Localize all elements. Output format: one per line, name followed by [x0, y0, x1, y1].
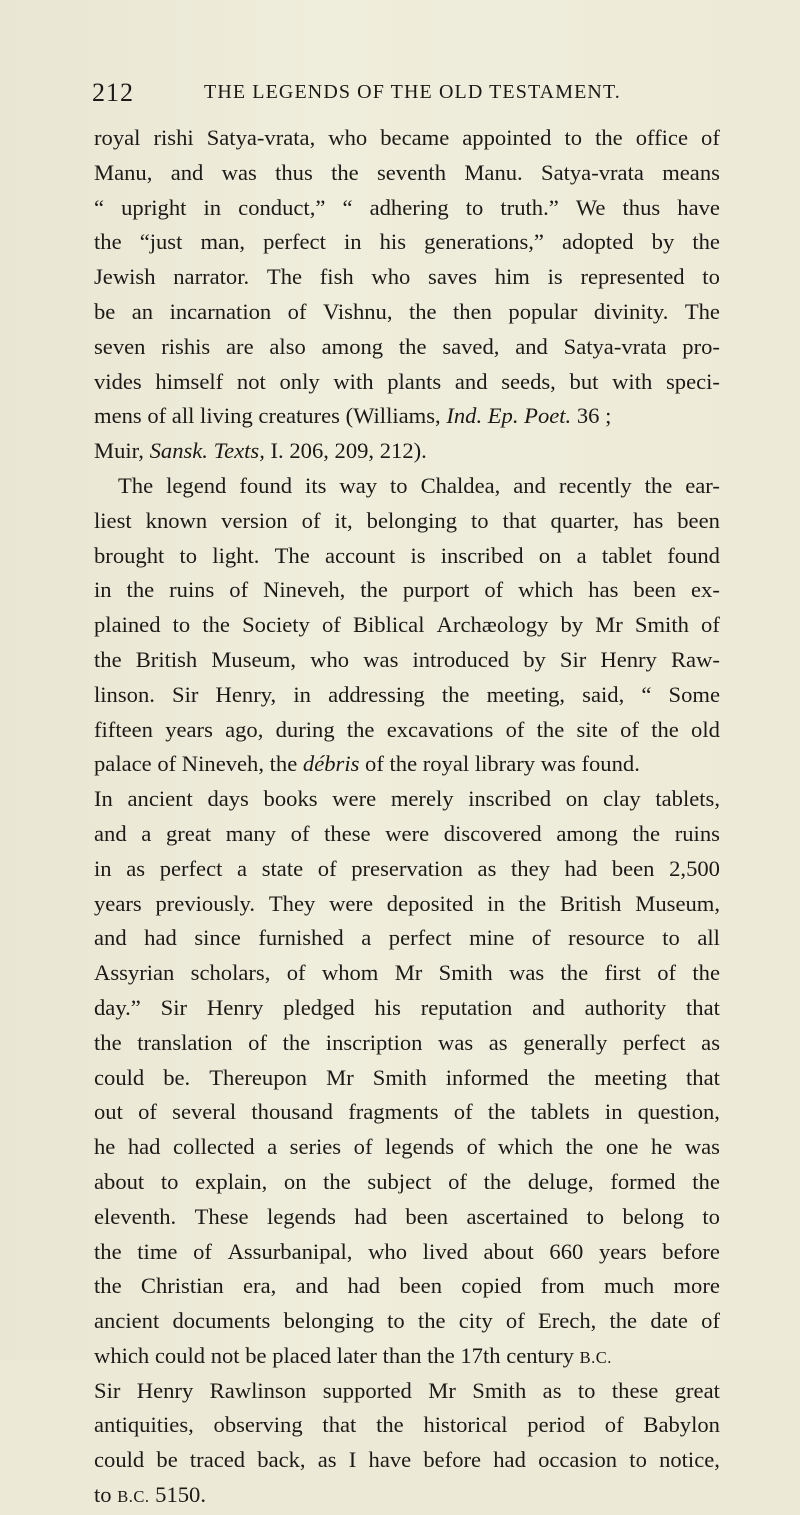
text-line: years previously. They were deposited in the British Museum, [94, 890, 720, 916]
text-line: the Christian era, and had been copied from much more [94, 1273, 720, 1299]
text-line: in the ruins of Nineveh, the purport of which has been ex- [94, 577, 720, 603]
text-line: In ancient days books were merely inscribed on clay tablets, [94, 786, 720, 812]
text-line: day.” Sir Henry pledged his reputation and authority that [94, 994, 720, 1020]
body-text [94, 121, 720, 1513]
text-line: Sir Henry Rawlinson supported Mr Smith as to these great [94, 1377, 720, 1403]
text-line: seven rishis are also among the saved, and Satya-vrata pro- [94, 333, 720, 359]
page-header [92, 78, 722, 112]
citation-italic: Ind. Ep. Poet. [446, 403, 572, 429]
text-line: Muir, Sansk. Texts, I. 206, 209, 212). [94, 438, 427, 464]
text-line: the time of Assurbanipal, who lived about 660 years before [94, 1238, 720, 1264]
text-line: ancient documents belonging to the city of Erech, the date of [94, 1308, 720, 1334]
text-line: plained to the Society of Biblical Archæology by Mr Smith of [94, 612, 720, 638]
text-line: antiquities, observing that the historical period of Babylon [94, 1412, 720, 1438]
text-line: liest known version of it, belonging to that quarter, has been [94, 507, 720, 533]
bc-abbreviation: B.C. [117, 1487, 150, 1507]
text-line: he had collected a series of legends of which the one he was [94, 1134, 720, 1160]
text-line: out of several thousand fragments of the tablets in question, [94, 1099, 720, 1125]
text-line: about to explain, on the subject of the deluge, formed the [94, 1168, 720, 1194]
text-line: could be traced back, as I have before had occasion to notice, [94, 1447, 720, 1473]
text-line: eleventh. These legends had been ascertained to belong to [94, 1203, 720, 1229]
text-line: could be. Thereupon Mr Smith informed the meeting that [94, 1064, 720, 1090]
text-line: in as perfect a state of preservation as they had been 2,500 [94, 855, 720, 881]
page-number: 212 [92, 78, 134, 107]
text-line: palace of Nineveh, the débris of the royal library was found. [94, 751, 640, 777]
text-line: fifteen years ago, during the excavations of the site of the old [94, 716, 720, 742]
text-line: “ upright in conduct,” “ adhering to truth.” We thus have [94, 194, 720, 220]
text-line: Manu, and was thus the seventh Manu. Satya-vrata means [94, 159, 720, 185]
text-line: Assyrian scholars, of whom Mr Smith was the first of the [94, 960, 720, 986]
text-line: and had since furnished a perfect mine of resource to all [94, 925, 720, 951]
text-line: the British Museum, who was introduced by Sir Henry Raw- [94, 646, 720, 672]
running-head: THE LEGENDS OF THE OLD TESTAMENT. [204, 81, 621, 103]
bc-abbreviation: B.C. [579, 1347, 612, 1367]
text-line: royal rishi Satya-vrata, who became appointed to the office of [94, 125, 720, 150]
text-line: the “just man, perfect in his generations,” adopted by the [94, 229, 720, 255]
text-line: linson. Sir Henry, in addressing the meeting, said, “ Some [94, 681, 720, 707]
text-line: brought to light. The account is inscribed on a tablet found [94, 542, 720, 568]
text-line: which could not be placed later than the 17th century B.C. [94, 1342, 612, 1368]
text-line: be an incarnation of Vishnu, the then popular divinity. The [94, 298, 720, 324]
text-line: to B.C. 5150. [94, 1482, 206, 1508]
text-line: vides himself not only with plants and seeds, but with speci- [94, 368, 720, 394]
debris-italic: débris [302, 751, 360, 777]
text-line: the translation of the inscription was as generally perfect as [94, 1029, 720, 1055]
citation-italic: Sansk. Texts, [149, 438, 265, 464]
text-line: Jewish narrator. The fish who saves him is represented to [94, 264, 720, 290]
paragraph-start-line: The legend found its way to Chaldea, and recently the ear- [118, 472, 720, 498]
text-line: and a great many of these were discovered among the ruins [94, 820, 720, 846]
text-line: mens of all living creatures (Williams, Ind. Ep. Poet. 36 ; [94, 403, 612, 429]
